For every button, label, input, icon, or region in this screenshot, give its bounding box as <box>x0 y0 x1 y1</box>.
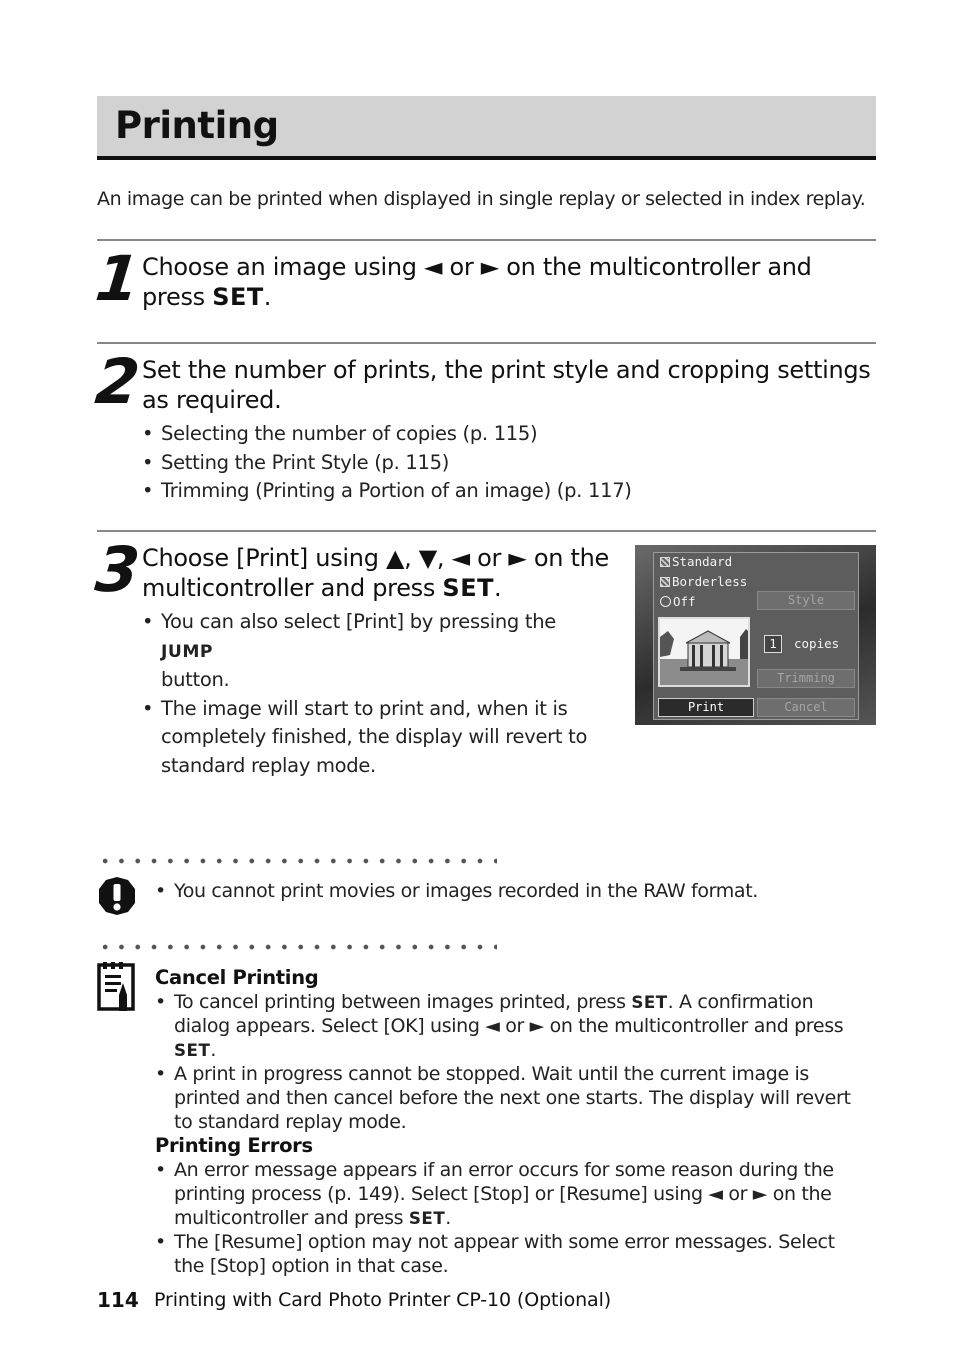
list-item: • A print in progress cannot be stopped. Wait until the current image is printed and then cancel before the next one starts. The display will revert to standard replay mode. <box>155 1062 870 1134</box>
step-2-number: 2 <box>92 345 144 418</box>
print-menu-panel <box>653 552 859 720</box>
step-3-number: 3 <box>92 533 144 606</box>
paper-icon <box>660 557 670 567</box>
notes-section <box>155 966 870 1278</box>
step-2-line1: Set the number of prints, the print style and cropping settings <box>142 356 871 384</box>
list-item: • The [Resume] option may not appear with some error messages. Select the [Stop] option in that case. <box>155 1230 870 1278</box>
copies-label: copies <box>794 636 840 651</box>
paper-option[interactable] <box>660 554 732 569</box>
title-bar <box>97 96 876 160</box>
building-photo <box>660 619 750 687</box>
page-title: Printing <box>115 104 279 147</box>
border-icon <box>660 577 670 587</box>
step-3-line2 <box>142 573 609 603</box>
list-item <box>155 1158 870 1230</box>
list-item <box>142 608 612 695</box>
option-label: Borderless <box>672 574 748 589</box>
list-item <box>155 990 870 1062</box>
divider <box>97 239 876 241</box>
caution-text <box>155 879 855 903</box>
section-title: Printing with Card Photo Printer CP-10 (Optional) <box>154 1289 612 1311</box>
note-text-part: . <box>210 1039 217 1061</box>
step-1-number: 1 <box>92 242 144 315</box>
page-number: 114 <box>97 1288 139 1312</box>
list-item: • Selecting the number of copies (p. 115) <box>142 420 632 449</box>
step-2-line2: as required. <box>142 386 282 414</box>
set-key: SET <box>631 992 668 1012</box>
list-item: • Setting the Print Style (p. 115) <box>142 449 632 478</box>
step-2-heading <box>142 355 871 415</box>
note-text-part: . <box>445 1207 451 1229</box>
step-1-line1: Choose an image using ◄ or ► on the multicontroller and <box>142 253 812 281</box>
step-3-line2-end: . <box>493 574 502 602</box>
step-3-heading <box>142 543 609 603</box>
cancel-button[interactable]: Cancel <box>757 698 855 717</box>
step-1-line2-end: . <box>263 283 272 311</box>
border-option[interactable] <box>660 574 747 589</box>
intro-text: An image can be printed when displayed in single replay or selected in index replay. <box>97 188 866 210</box>
date-option[interactable] <box>660 594 696 609</box>
option-label: Standard <box>672 554 733 569</box>
bullet-text: button. <box>161 668 230 691</box>
image-thumbnail <box>658 617 750 687</box>
option-label: Off <box>673 594 696 609</box>
trimming-button[interactable]: Trimming <box>757 669 855 688</box>
list-item: • Trimming (Printing a Portion of an image) (p. 117) <box>142 477 632 506</box>
divider <box>97 342 876 344</box>
note-text-part: To cancel printing between images printed, press <box>174 991 632 1013</box>
print-button[interactable]: Print <box>658 698 754 717</box>
camera-screen <box>635 545 876 725</box>
note-text-part: An error message appears if an error occurs for some reason during the printing process (p. 149). Select [Stop] or [Resume] using ◄ or ► on the multicontroller and press <box>174 1159 834 1229</box>
cancel-printing-heading: Cancel Printing <box>155 966 319 989</box>
set-key: SET <box>174 1040 211 1060</box>
dotted-separator <box>97 943 497 951</box>
step-3-bullets <box>142 608 612 780</box>
step-3-line2-text: multicontroller and press <box>142 574 443 602</box>
divider <box>97 530 876 532</box>
bullet-text: You can also select [Print] by pressing the <box>161 610 556 633</box>
step-3-line1: Choose [Print] using ▲, ▼, ◄ or ► on the <box>142 544 609 572</box>
caution-icon <box>97 876 137 916</box>
list-item: • You cannot print movies or images recorded in the RAW format. <box>155 879 855 903</box>
jump-key: JUMP <box>161 641 213 662</box>
copies-field[interactable]: 1 <box>764 635 782 653</box>
step-1-line2-text: press <box>142 283 213 311</box>
clock-icon <box>660 596 671 607</box>
printing-errors-heading: Printing Errors <box>155 1134 313 1157</box>
list-item: • The image will start to print and, when it is completely finished, the display will revert to standard replay mode. <box>142 695 612 781</box>
set-key: SET <box>408 1208 446 1228</box>
step-1-line2 <box>142 282 812 312</box>
dotted-separator <box>97 857 497 865</box>
style-button[interactable]: Style <box>757 591 855 610</box>
note-text-part: . A confirmation dialog appears. Select [OK] using ◄ or ► on the multicontroller and press <box>174 991 844 1037</box>
step-2-bullets <box>142 420 632 506</box>
note-icon <box>97 961 137 1013</box>
set-key: SET <box>442 574 494 602</box>
step-1-heading <box>142 252 812 312</box>
set-key: SET <box>212 283 264 311</box>
